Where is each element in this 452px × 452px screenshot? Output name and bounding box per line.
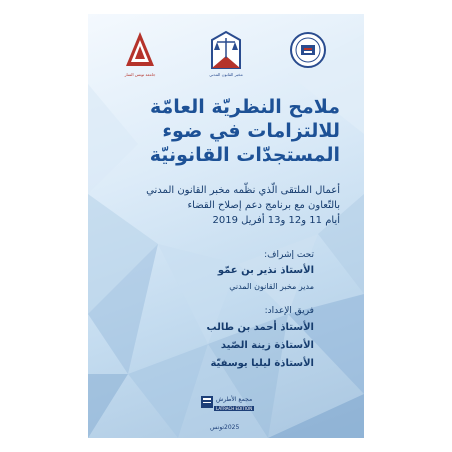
supervisor-name: الأستاذ نذير بن عمّو <box>217 265 314 276</box>
program-logo <box>286 28 330 74</box>
team-member-1: الأستاذ أحمد بن طالب <box>206 322 314 333</box>
book-icon <box>200 394 214 410</box>
book-title-line-3: المستجدّات القانونيّة <box>149 144 340 166</box>
team-member-2: الأستاذة زينة الصّيد <box>220 340 314 351</box>
university-logo <box>118 28 162 77</box>
publisher-year: 2025 <box>224 424 240 431</box>
seal-icon <box>286 28 330 72</box>
scales-of-justice-icon <box>204 28 248 72</box>
publisher-city: تونس <box>210 424 225 431</box>
supervisor-role: مدير مخبر القانون المدني <box>229 282 314 291</box>
publisher-name-ar: مجمع الأطرش <box>216 396 253 403</box>
university-logo-caption: جامعة تونس المنار <box>124 72 156 77</box>
supervision-label: تحت إشراف: <box>264 250 314 260</box>
subtitle-line-2: بالتّعاون مع برنامج دعم إصلاح القضاء <box>187 200 340 211</box>
publisher-name-en: LATRACH EDITION <box>216 406 253 411</box>
team-label: فريق الإعداد: <box>264 306 314 316</box>
book-title-line-2: للالتزامات في ضوء <box>162 120 340 142</box>
publisher-logo <box>200 394 252 438</box>
book-cover <box>88 14 364 438</box>
lab-logo-caption: مخبر القانون المدني <box>209 72 243 77</box>
team-member-3: الأستاذة ليليا يوسفيّة <box>210 358 314 369</box>
lab-logo <box>204 28 248 77</box>
book-title-line-1: ملامح النظريّة العامّة <box>149 96 340 118</box>
subtitle-line-3: أيام 11 و12 و13 أفريل 2019 <box>212 215 340 226</box>
university-logo-icon <box>118 28 162 72</box>
subtitle-line-1: أعمال الملتقى الّذي نظّمه مخبر القانون المدني <box>146 185 340 196</box>
